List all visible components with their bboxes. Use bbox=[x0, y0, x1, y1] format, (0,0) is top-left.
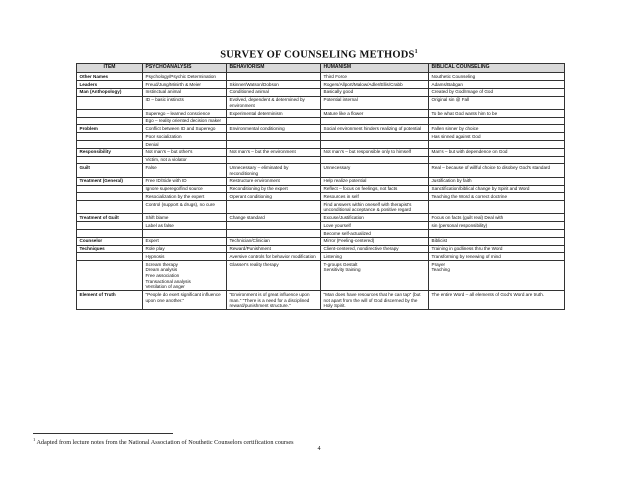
table-cell: Aversive controls for behavior modification bbox=[227, 253, 321, 261]
page-title bbox=[0, 49, 638, 61]
table-header-row bbox=[77, 64, 565, 73]
row-label-cell: Other Names bbox=[77, 73, 143, 81]
table-cell: Training in godliness thru the Word bbox=[429, 245, 565, 253]
table-cell: Reconditioning by the expert bbox=[227, 185, 321, 193]
table-cell: Client-centered, nondirective therapy bbox=[321, 245, 429, 253]
table-row bbox=[77, 141, 565, 149]
table-cell: The entire Word – all elements of God's Word are truth. bbox=[429, 291, 565, 310]
table-row bbox=[77, 177, 565, 185]
table-cell: Become self-actualized bbox=[321, 230, 429, 238]
table-cell: Expert bbox=[143, 237, 227, 245]
table-cell bbox=[321, 141, 429, 149]
table-cell: Ignore superego/find source bbox=[143, 185, 227, 193]
table-row bbox=[77, 253, 565, 261]
row-label-cell bbox=[77, 201, 143, 214]
table-row bbox=[77, 133, 565, 141]
table-cell: Superego – learned conscience bbox=[143, 109, 227, 117]
table-cell: Label as false bbox=[143, 222, 227, 230]
title-text: SURVEY OF COUNSELING METHODS bbox=[220, 49, 415, 61]
row-label-cell: Element of Truth bbox=[77, 291, 143, 310]
table-cell: Ego – reality oriented decision maker bbox=[143, 117, 227, 125]
table-cell: Unnecessary – eliminated by reconditioning bbox=[227, 164, 321, 177]
table-cell: Environmental conditioning bbox=[227, 125, 321, 133]
table-row bbox=[77, 261, 565, 291]
table-cell: "Environment is of great influence upon man." "There is a need for a disciplined reward/punishment structure." bbox=[227, 291, 321, 310]
table-cell: Control (support & drugs), no cure bbox=[143, 201, 227, 214]
table-cell: Technician/Clinician bbox=[227, 237, 321, 245]
table-cell bbox=[429, 141, 565, 149]
table-cell: Justification by faith bbox=[429, 177, 565, 185]
table-cell bbox=[143, 230, 227, 238]
table-cell: Scream therapy Dream analysis Free association Transactional analysis Ventilation of anger bbox=[143, 261, 227, 291]
table-cell: Listening bbox=[321, 253, 429, 261]
table-cell: Mirror (Feeling-centered) bbox=[321, 237, 429, 245]
table-cell: Help realize potential bbox=[321, 177, 429, 185]
table-cell bbox=[227, 141, 321, 149]
row-label-cell: Guilt bbox=[77, 164, 143, 177]
header-behaviorism: BEHAVIORISM bbox=[227, 64, 321, 73]
table-cell: Social environment hinders realizing of potential bbox=[321, 125, 429, 133]
table-cell bbox=[429, 230, 565, 238]
table-cell: Instinctual animal bbox=[143, 88, 227, 96]
table-cell: Restructure environment bbox=[227, 177, 321, 185]
table-cell: Role play bbox=[143, 245, 227, 253]
row-label-cell: Leaders bbox=[77, 80, 143, 88]
table-body bbox=[77, 73, 565, 310]
row-label-cell bbox=[77, 193, 143, 201]
table-cell: Conflict between ID and Superego bbox=[143, 125, 227, 133]
row-label-cell bbox=[77, 185, 143, 193]
row-label-cell bbox=[77, 141, 143, 149]
table-cell: Adams/Babgan bbox=[429, 80, 565, 88]
table-cell: Third Force bbox=[321, 73, 429, 81]
table-row bbox=[77, 88, 565, 96]
table-cell bbox=[227, 117, 321, 125]
table-row bbox=[77, 109, 565, 117]
table-cell: Evolved, dependent & determined by environment bbox=[227, 96, 321, 109]
table-cell bbox=[321, 133, 429, 141]
table-cell: Man's – but with dependence on God bbox=[429, 148, 565, 156]
header-item: ITEM bbox=[77, 64, 143, 73]
table-cell: Not man's – but other's bbox=[143, 148, 227, 156]
table-row bbox=[77, 193, 565, 201]
row-label-cell: Man (Anthopology) bbox=[77, 88, 143, 96]
header-humanism: HUMANISM bbox=[321, 64, 429, 73]
table-cell bbox=[321, 117, 429, 125]
footnote-divider bbox=[33, 433, 173, 434]
table-cell: "Man does have resources that he can tap" (but not apart from the will of God discerned by the Holy Spirit. bbox=[321, 291, 429, 310]
table-cell bbox=[429, 117, 565, 125]
table-cell: Operant conditioning bbox=[227, 193, 321, 201]
table-row bbox=[77, 291, 565, 310]
footnote-text: Adapted from lecture notes from the National Association of Nouthetic Counselors certification courses bbox=[36, 439, 294, 447]
table-cell: Free ID/Side with ID bbox=[143, 177, 227, 185]
table-cell: sin (personal responsibility) bbox=[429, 222, 565, 230]
table-cell: Freud/Jung/Minirth & Meier bbox=[143, 80, 227, 88]
table-row bbox=[77, 164, 565, 177]
table-row bbox=[77, 80, 565, 88]
page-number: 4 bbox=[317, 445, 321, 452]
table-row bbox=[77, 245, 565, 253]
table-cell: Biblicist bbox=[429, 237, 565, 245]
row-label-cell: Treatment (General) bbox=[77, 177, 143, 185]
table-cell bbox=[227, 222, 321, 230]
row-label-cell bbox=[77, 133, 143, 141]
row-label-cell: Responsibility bbox=[77, 148, 143, 156]
table-cell: Nouthetic Counseling bbox=[429, 73, 565, 81]
table-cell: Potential internal bbox=[321, 96, 429, 109]
table-cell: Basically good bbox=[321, 88, 429, 96]
table-row bbox=[77, 156, 565, 164]
table-cell: Victim, not a violator bbox=[143, 156, 227, 164]
table-cell: "People do exert significant influence upon one another." bbox=[143, 291, 227, 310]
table-cell: Focus on facts (guilt real) Deal with bbox=[429, 214, 565, 222]
header-biblical-counseling: BIBLICAL COUNSELING bbox=[429, 64, 565, 73]
table-cell bbox=[227, 73, 321, 81]
counseling-methods-table bbox=[76, 63, 565, 310]
table-cell: Poor socialization bbox=[143, 133, 227, 141]
table-cell: To be what God wants him to be bbox=[429, 109, 565, 117]
table-cell: Mature like a flower bbox=[321, 109, 429, 117]
table-cell: Has sinned against God bbox=[429, 133, 565, 141]
table-cell: Love yourself bbox=[321, 222, 429, 230]
table-cell: ID – basic instincts bbox=[143, 96, 227, 109]
table-cell: Not man's – but the environment bbox=[227, 148, 321, 156]
table-row bbox=[77, 125, 565, 133]
row-label-cell bbox=[77, 230, 143, 238]
table-cell: T-groups Gestalt Sensitivity training bbox=[321, 261, 429, 291]
table-row bbox=[77, 185, 565, 193]
row-label-cell: Problem bbox=[77, 125, 143, 133]
table-cell: Resources in self bbox=[321, 193, 429, 201]
table-row bbox=[77, 73, 565, 81]
table-cell: Fallen sinner by choice bbox=[429, 125, 565, 133]
table-cell: Experimental determinism bbox=[227, 109, 321, 117]
table-cell: Glasser's reality therapy bbox=[227, 261, 321, 291]
table-row bbox=[77, 222, 565, 230]
table-cell: Excuse/Justification bbox=[321, 214, 429, 222]
footnote-mark: 1 bbox=[33, 437, 36, 442]
table-row bbox=[77, 237, 565, 245]
table-cell bbox=[227, 133, 321, 141]
table-cell: Unnecessary bbox=[321, 164, 429, 177]
table-cell: Transforming by renewing of mind bbox=[429, 253, 565, 261]
table-cell bbox=[227, 230, 321, 238]
table-cell: False bbox=[143, 164, 227, 177]
table-row bbox=[77, 201, 565, 214]
table-cell: Created by God/Image of God bbox=[429, 88, 565, 96]
table-cell: Not man's – but responsible only to himself bbox=[321, 148, 429, 156]
row-label-cell bbox=[77, 253, 143, 261]
row-label-cell bbox=[77, 117, 143, 125]
row-label-cell bbox=[77, 222, 143, 230]
table-cell bbox=[227, 201, 321, 214]
table-cell: Sanctification/biblical change by Spirit and Word bbox=[429, 185, 565, 193]
table-cell: Real – because of willful choice to disobey God's standard bbox=[429, 164, 565, 177]
table-cell: Resocialization by the expert bbox=[143, 193, 227, 201]
table-cell: Skinner/Watson/Dobson bbox=[227, 80, 321, 88]
header-psychoanalysis: PSYCHOANALYSIS bbox=[143, 64, 227, 73]
row-label-cell bbox=[77, 156, 143, 164]
row-label-cell bbox=[77, 261, 143, 291]
table-row bbox=[77, 230, 565, 238]
table-row bbox=[77, 214, 565, 222]
table-cell: Original sin @ Fall bbox=[429, 96, 565, 109]
row-label-cell: Techniques bbox=[77, 245, 143, 253]
table-row bbox=[77, 96, 565, 109]
row-label-cell bbox=[77, 109, 143, 117]
row-label-cell: Treatment of Guilt bbox=[77, 214, 143, 222]
table-cell: Rogers/Allport/Malow/Adler/Ellis/Crabb bbox=[321, 80, 429, 88]
table-cell: Prayer Teaching bbox=[429, 261, 565, 291]
table-row bbox=[77, 148, 565, 156]
table-cell: Teaching the Word & correct doctrine bbox=[429, 193, 565, 201]
table-cell bbox=[429, 201, 565, 214]
table-cell bbox=[321, 156, 429, 164]
row-label-cell: Counselor bbox=[77, 237, 143, 245]
table-cell: Find answers within oneself with therapist's unconditional acceptance & positive regard bbox=[321, 201, 429, 214]
table-cell: Psychology/Psychic Determination bbox=[143, 73, 227, 81]
table-cell: Hypnosis bbox=[143, 253, 227, 261]
table-cell: Reflect – focus on feelings, not facts bbox=[321, 185, 429, 193]
table-cell: Shift blame bbox=[143, 214, 227, 222]
table-cell: Reward/Punishment bbox=[227, 245, 321, 253]
table-cell: Denial bbox=[143, 141, 227, 149]
table-cell bbox=[429, 156, 565, 164]
table-cell: Change standard bbox=[227, 214, 321, 222]
row-label-cell bbox=[77, 96, 143, 109]
table-cell bbox=[227, 156, 321, 164]
title-footnote-mark: 1 bbox=[414, 49, 418, 55]
table-cell: Conditioned animal bbox=[227, 88, 321, 96]
table-row bbox=[77, 117, 565, 125]
